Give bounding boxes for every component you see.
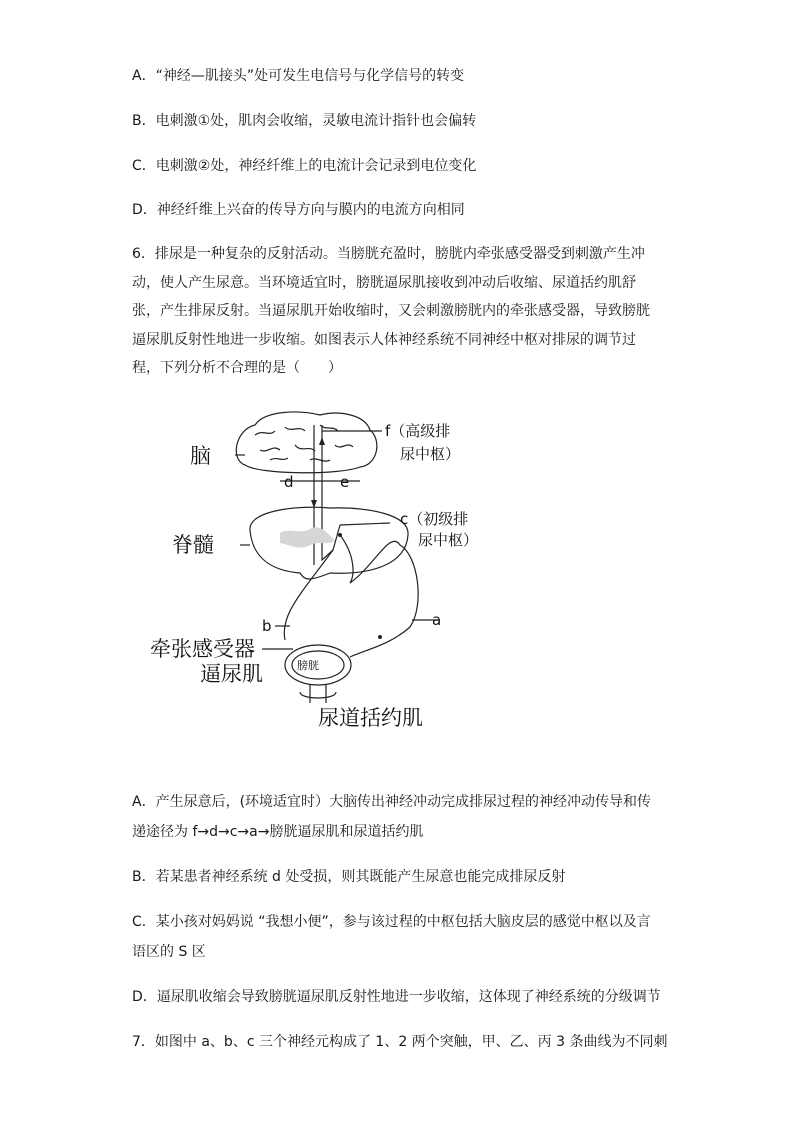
spinal-cord-label: 脊髓 [172, 533, 214, 557]
detrusor-label: 逼尿肌 [200, 662, 263, 686]
option-5d: D．神经纤维上兴奋的传导方向与膜内的电流方向相同 [132, 202, 465, 218]
question-6-stem [132, 240, 672, 383]
option-6c-line-1: C．某小孩对妈妈说 “我想小便”，参与该过程的中枢包括大脑皮层的感觉中枢以及言 [132, 914, 651, 930]
brain-label: 脑 [190, 444, 211, 468]
b-label: b [262, 617, 272, 635]
option-6c-line-2: 语区的 S 区 [132, 944, 206, 960]
a-label: a [432, 611, 442, 629]
brain-drawing [235, 412, 377, 473]
d-label: d [284, 473, 294, 491]
sphincter-label: 尿道括约肌 [318, 706, 423, 730]
option-5a: A．“神经—肌接头”处可发生电信号与化学信号的转变 [132, 68, 465, 84]
stretch-receptor-label: 牵张感受器 [150, 637, 255, 661]
q6-line-4: 逼尿肌反射性地进一步收缩。如图表示人体神经系统不同神经中枢对排尿的调节过 [132, 331, 636, 348]
q6-line-5: 程，下列分析不合理的是（ ） [132, 360, 342, 376]
option-5b: B．电刺激①处，肌肉会收缩，灵敏电流计指针也会偏转 [132, 113, 477, 129]
e-label: e [340, 473, 350, 491]
bladder-label: 膀胱 [297, 659, 319, 672]
f-label-line-2: 尿中枢） [400, 445, 461, 463]
question-7-stem: 7．如图中 a、b、c 三个神经元构成了 1、2 两个突触，甲、乙、丙 3 条曲线为不同刺 [132, 1034, 668, 1050]
option-6a-line-2: 递途径为 f→d→c→a→膀胱逼尿肌和尿道括约肌 [132, 824, 424, 840]
option-6b: B．若某患者神经系统 d 处受损，则其既能产生尿意也能完成排尿反射 [132, 869, 566, 885]
f-label-line-1: f（高级排 [385, 422, 451, 440]
q6-line-3: 张，产生排尿反射。当逼尿肌开始收缩时，又会刺激膀胱内的牵张感受器，导致膀胱 [132, 303, 650, 319]
spinal-cord-drawing [240, 507, 408, 579]
option-5c: C．电刺激②处，神经纤维上的电流计会记录到电位变化 [132, 158, 477, 174]
option-6a-line-1: A．产生尿意后，(环境适宜时）大脑传出神经冲动完成排尿过程的神经冲动传导和传 [132, 794, 652, 810]
q6-line-2: 动，使人产生尿意。当环境适宜时，膀胱逼尿肌接收到冲动后收缩、尿道括约肌舒 [132, 274, 636, 291]
bladder-drawing [285, 645, 351, 703]
c-label-line-2: 尿中枢） [418, 531, 479, 549]
urination-reflex-diagram [150, 405, 510, 735]
c-label-line-1: c（初级排 [400, 510, 469, 528]
option-6d: D．逼尿肌收缩会导致膀胱逼尿肌反射性地进一步收缩，这体现了神经系统的分级调节 [132, 989, 661, 1005]
q6-line-1: 6．排尿是一种复杂的反射活动。当膀胱充盈时，膀胱内牵张感受器受到刺激产生冲 [132, 246, 645, 262]
